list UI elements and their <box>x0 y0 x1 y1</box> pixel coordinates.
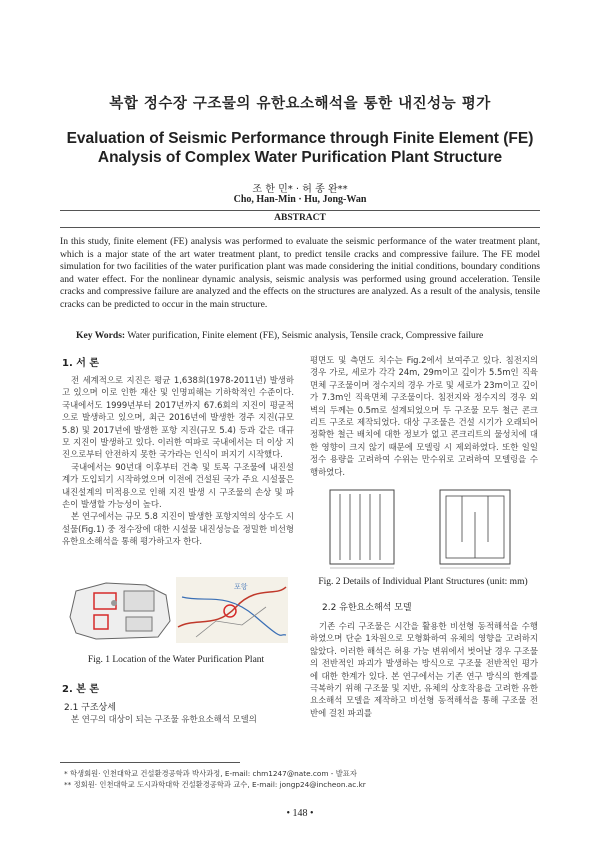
page-number: • 148 • <box>286 808 314 819</box>
paragraph: 평면도 및 측면도 치수는 Fig.2에서 보여주고 있다. 침전지의 경우 가로, 세로가 각각 24m, 29m이고 깊이가 5.5m인 직육면체 구조물이며 정수지의 경우 가로 및 세로가 23m이고 깊이가 7.3m인 직육면체 구조물이다. 침전지와 정수지의 경우 외벽의 두께는 0.5m로 설계되었으며 두 구조물 모두 철근 콘크리트 구조로 제작되었다. 대상 구조물은 건설 시기가 오래되어 정확한 철근 배치에 대한 정보가 없고 콘크리트의 물성치에 대한 영향이 크지 않기 때문에 모델링 시 제외하였다. 또한 일일 정수 용량을 고려하여 수위는 만수위로 고려하여 모델링을 수행하였다. <box>310 355 538 477</box>
section-1-body <box>62 374 294 548</box>
right-column-body <box>310 354 538 478</box>
footnote-divider <box>60 762 240 763</box>
keywords <box>76 330 546 341</box>
paragraph: 국내에서는 90년대 이후부터 건축 및 토목 구조물에 내진설계가 도입되기 시작하였으며 이전에 건설된 국가 주요 시설물은 내진설계의 미적용으로 인해 지진 발생 시 구조물의 손상 및 파손이 발생할 가능성이 높다. <box>62 461 294 510</box>
figure-1 <box>66 577 288 643</box>
footnote-1: * 학생회원· 인천대학교 건설환경공학과 박사과정, E-mail: chm1247@nate.com - 발표자 <box>64 769 357 778</box>
section-2-2-title: 2.2 유한요소해석 모델 <box>322 603 412 613</box>
keywords-list: Water purification, Finite element (FE), Seismic analysis, Tensile crack, Compressive failure <box>127 330 484 341</box>
paragraph: 본 연구의 대상이 되는 구조물 유한요소해석 모델의 <box>71 714 257 724</box>
paragraph: 본 연구에서는 규모 5.8 지진이 발생한 포항지역의 상수도 시설물(Fig.1) 중 정수장에 대한 시설물 내진성능을 정밀한 비선형 유한요소해석을 통해 평가하고자 한다. <box>62 511 294 547</box>
figure-1-caption: Fig. 1 Location of the Water Purification Plant <box>87 655 265 665</box>
figure-2 <box>322 486 528 570</box>
figure-1-image <box>66 577 288 643</box>
section-2-title: 2. 본 론 <box>62 684 100 695</box>
authors-english: Cho, Han-Min · Hu, Jong-Wan <box>233 194 367 205</box>
abstract-heading: ABSTRACT <box>274 213 326 223</box>
paragraph: 기존 수리 구조물은 시간을 활용한 비선형 동적해석을 수행하였으며 단순 1차원으로 모형화하여 유체의 영향을 고려하지 않았다. 이러한 해석은 허용 가능 변위에서 벗어날 경우 구조물의 전반적인 파괴가 발생하는 방식으로 구조물 전반적인 평가에 대한 한계가 있다. 본 연구에서는 기존 연구 방식의 한계를 극복하기 위해 구조물 및 지반, 유체의 상호작용을 고려한 유한요소해석 모델을 제작하고 비선형 동적해석을 통해 구조물 전반에 걸친 파괴를 <box>310 621 538 718</box>
figure-2-image <box>322 486 528 570</box>
keywords-label: Key Words: <box>76 330 126 341</box>
footnote-2: ** 정회원· 인천대학교 도시과학대학 건설환경공학과 교수, E-mail: jongp24@incheon.ac.kr <box>64 780 366 789</box>
divider-top <box>60 210 540 211</box>
title-english: Evaluation of Seismic Performance through Finite Element (FE) Analysis of Complex Water Purification Plant Structure <box>66 130 534 166</box>
divider-abstract <box>60 227 540 228</box>
title-korean: 복합 정수장 구조물의 유한요소해석을 통한 내진성능 평가 <box>109 96 491 112</box>
abstract-text: In this study, finite element (FE) analysis was performed to evaluate the seismic performance of the water treatment plant, which is a major state of the art water treatment plant, to predict tensile cracks and compressive failure. The FE model simulation for two facilities of the water purification plant was made considering the initial conditions, boundary conditions and water effect. For the nonlinear dynamic analysis, seismic analysis was performed using ground acceleration. Tensile cracks and compressive failure are analyzed and the effects on the structures are analyzed. As a result of the analysis, tensile cracks can be predicted to occur in the main structure. <box>60 236 540 310</box>
paragraph: 전 세계적으로 지진은 평균 1,638회(1978-2011년) 발생하고 있으며 이로 인한 재산 및 인명피해는 기하학적인 수준이다. 국내에서도 1999년부터 2017년까지 67.6회의 지진이 평균적으로 발생하고 있으며, 최근 2016년에 발생한 경주 지진(규모 5.8) 및 2017년에 발생한 포항 지진(규모 5.4) 등과 같은 대규모 지진이 발생하고 있다. 이러한 여파로 국내에서는 더 이상 지진으로부터 안전하지 못한 국가라는 인식이 퍼지기 시작했다. <box>62 375 294 460</box>
section-2-2-body <box>310 620 538 719</box>
figure-2-caption: Fig. 2 Details of Individual Plant Structures (unit: mm) <box>318 577 528 587</box>
section-1-title: 1. 서 론 <box>62 358 100 369</box>
footnotes <box>64 768 544 790</box>
section-2-1-body <box>62 713 294 725</box>
authors-korean: 조 한 민* · 허 종 완** <box>252 184 348 195</box>
map-label: 포항 <box>234 583 248 591</box>
section-2-1-title: 2.1 구조상세 <box>64 703 116 713</box>
